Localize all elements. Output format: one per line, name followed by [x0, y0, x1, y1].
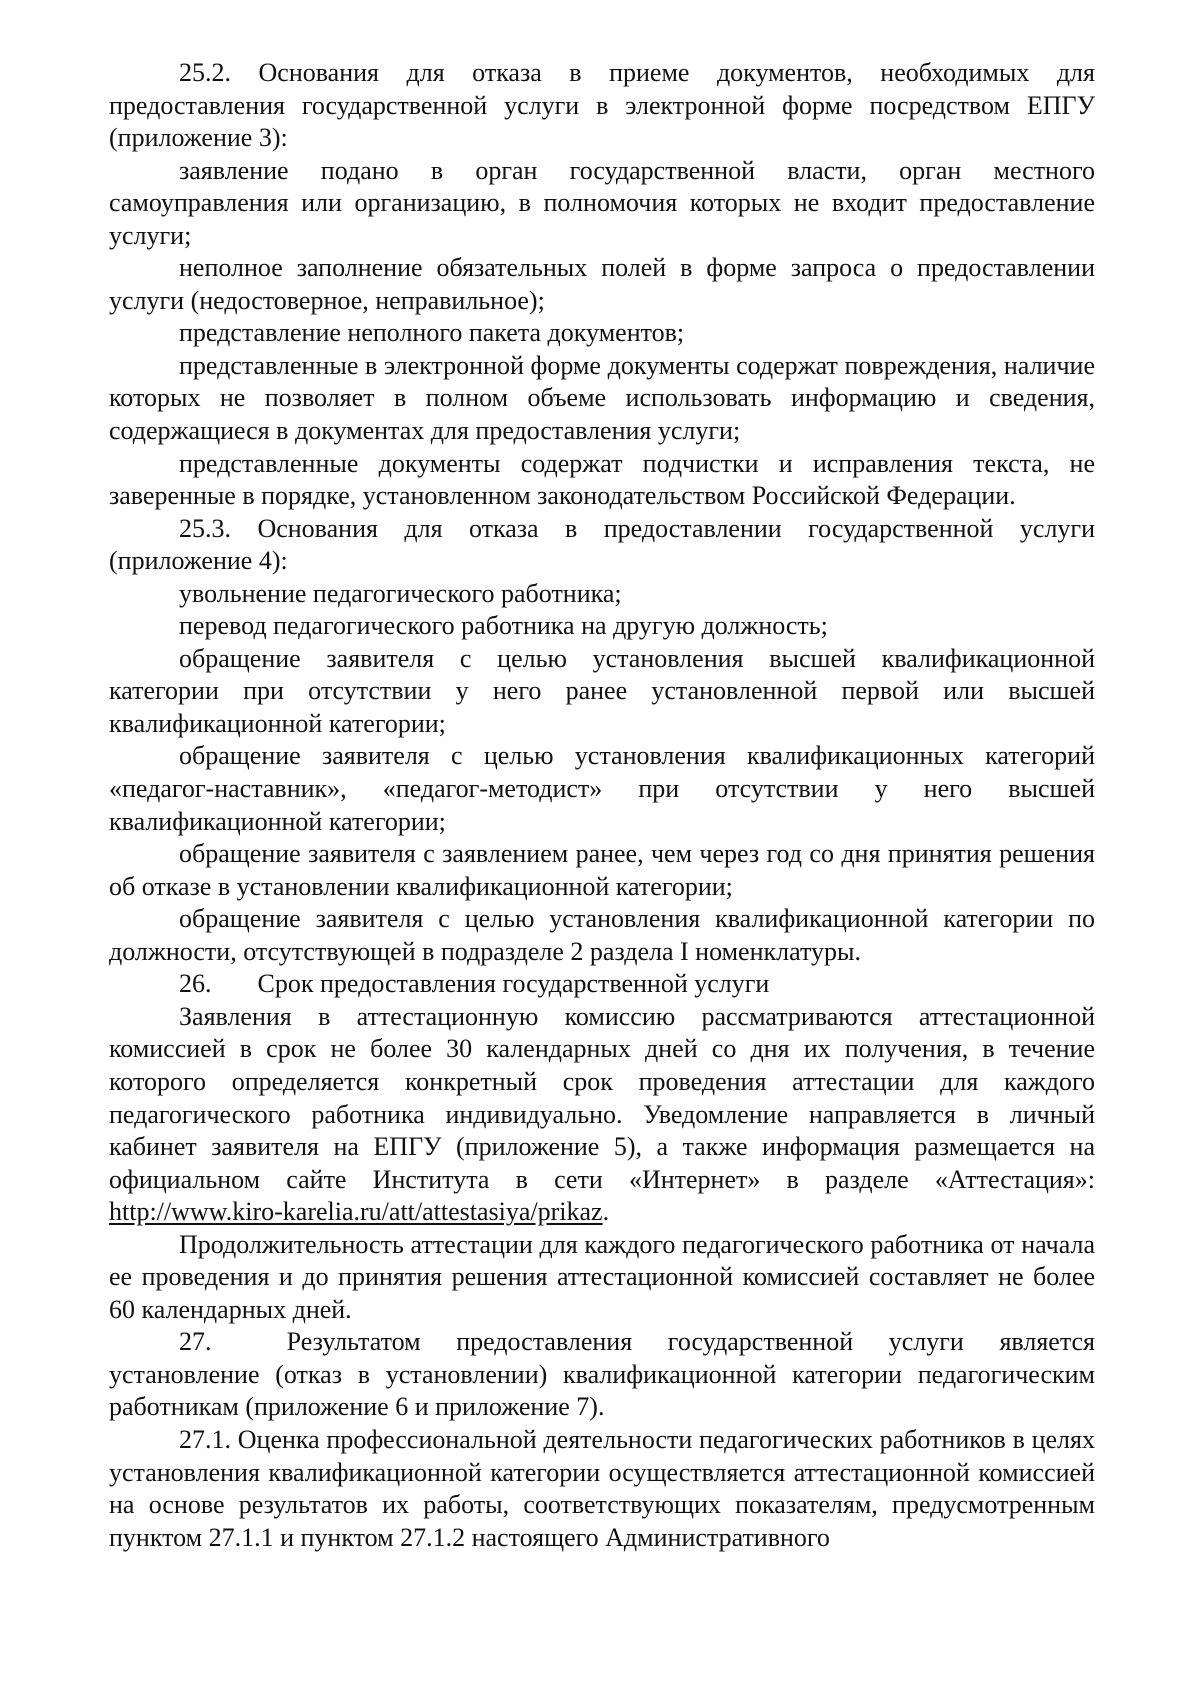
paragraph-refusal-incomplete-package: представление неполного пакета документов; [179, 318, 685, 348]
paragraph-refusal-highest-category: обращение заявителя с целью установления высшей квалификационной категории при отсутствии у него ранее установленной первой или высшей квалификационной категории; [109, 643, 1095, 738]
attestation-link[interactable]: http://www.kiro-karelia.ru/att/attestasiya/prikaz [109, 1197, 603, 1227]
section-26-number: 26. [179, 969, 212, 999]
paragraph-refusal-incomplete-fields: неполное заполнение обязательных полей в форме запроса о предоставлении услуги (недостоверное, неправильное); [109, 253, 1095, 315]
section-27-number: 27. [179, 1327, 212, 1357]
document-body [109, 57, 1095, 1554]
paragraph-27-1: 27.1. Оценка профессиональной деятельности педагогических работников в целях установления квалификационной категории осуществляется аттестационной комиссией на основе результатов их работы, соответствующих показателям, предусмотренным пунктом 27.1.1 и пунктом 27.1.2 настоящего Административного [109, 1424, 1095, 1552]
paragraph-25-3: 25.3. Основания для отказа в предоставлении государственной услуги (приложение 4): [109, 513, 1095, 576]
paragraph-refusal-dismissal: увольнение педагогического работника; [179, 578, 622, 608]
paragraph-refusal-repeat-application: обращение заявителя с заявлением ранее, чем через год со дня принятия решения об отказе в установлении квалификационной категории; [109, 839, 1095, 901]
paragraph-refusal-mentor-methodist: обращение заявителя с целью установления квалификационных категорий «педагог-наставник», «педагог-методист» при отсутствии у него высшей квалификационной категории; [109, 741, 1095, 836]
review-period-text: Заявления в аттестационную комиссию рассматриваются аттестационной комиссией в срок не более 30 календарных дней со дня их получения, в течение которого определяется конкретный срок проведения аттестации для каждого педагогического работника индивидуально. Уведомление направляется в личный кабинет заявителя на ЕПГУ (приложение 5), а также информация размещается на официальном сайте Института в сети «Интернет» в разделе «Аттестация»: [109, 1001, 1095, 1194]
paragraph-review-period [109, 1001, 1095, 1229]
section-26-heading [109, 968, 1095, 1001]
paragraph-refusal-corrections: представленные документы содержат подчистки и исправления текста, не заверенные в порядке, установленном законодательством Российской Федерации. [109, 448, 1095, 511]
paragraph-refusal-wrong-authority: заявление подано в орган государственной власти, орган местного самоуправления или организацию, в полномочия которых не входит предоставление услуги; [109, 155, 1095, 250]
review-period-end: . [602, 1197, 610, 1227]
paragraph-25-2: 25.2. Основания для отказа в приеме документов, необходимых для предоставления государственной услуги в электронной форме посредством ЕПГУ (приложение 3): [109, 58, 1095, 153]
section-27-text: Результатом предоставления государственной услуги является установление (отказ в установлении) квалификационной категории педагогическим работникам (приложение 6 и приложение 7). [109, 1327, 1096, 1422]
paragraph-attestation-duration: Продолжительность аттестации для каждого педагогического работника от начала ее проведения и до принятия решения аттестационной комиссией составляет не более 60 календарных дней. [109, 1229, 1095, 1324]
section-26-title: Срок предоставления государственной услуги [257, 969, 770, 999]
paragraph-refusal-transfer: перевод педагогического работника на другую должность; [179, 611, 828, 641]
paragraph-refusal-position: обращение заявителя с целью установления квалификационной категории по должности, отсутствующей в подразделе 2 раздела I номенклатуры. [109, 904, 1095, 966]
paragraph-refusal-damaged-documents: представленные в электронной форме документы содержат повреждения, наличие которых не позволяет в полном объеме использовать информацию и сведения, содержащиеся в документах для предоставления услуги; [109, 350, 1095, 446]
section-27 [109, 1326, 1095, 1424]
